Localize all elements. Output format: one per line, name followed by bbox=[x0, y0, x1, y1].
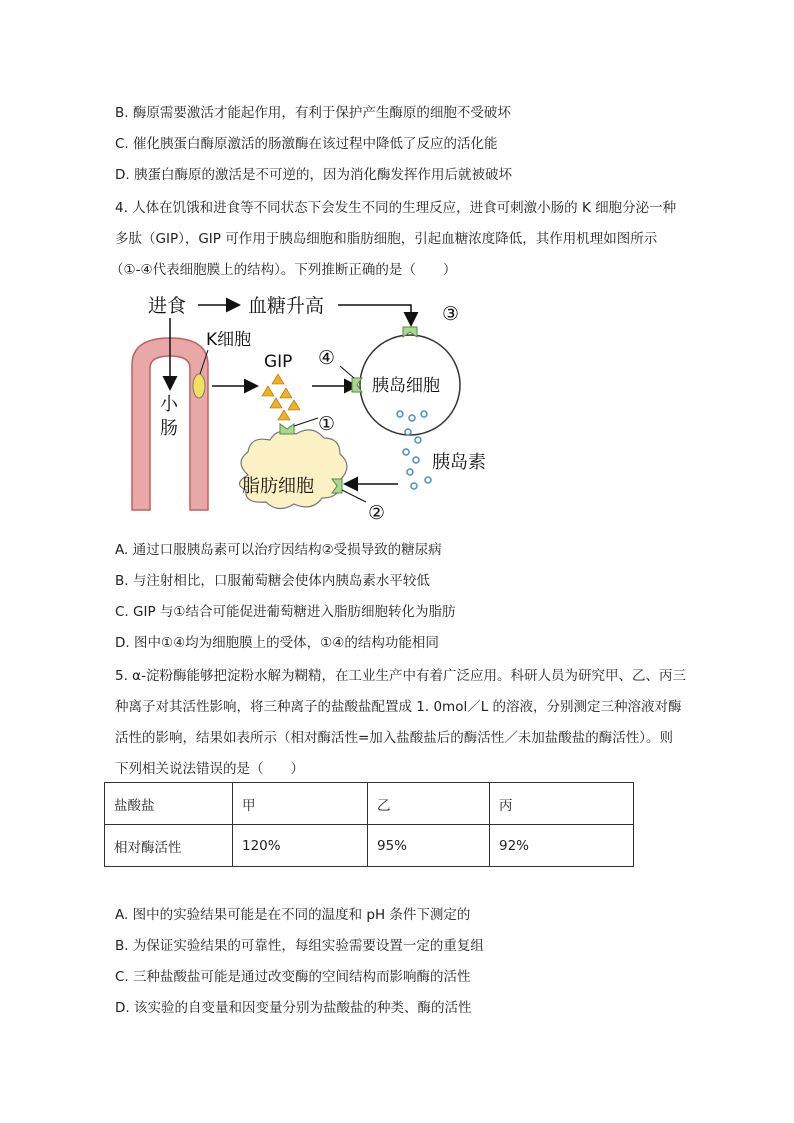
label-fat-cell: 脂肪细胞 bbox=[242, 476, 314, 497]
q4-option-b: B. 与注射相比，口服葡萄糖会使体内胰岛素水平较低 bbox=[115, 573, 430, 589]
table-cell: 95% bbox=[368, 825, 490, 867]
label-eating: 进食 bbox=[148, 295, 187, 317]
q3-option-b: B. 酶原需要激活才能起作用，有利于保护产生酶原的细胞不受破坏 bbox=[115, 105, 511, 121]
label-gip: GIP bbox=[264, 352, 293, 372]
q4-option-a: A. 通过口服胰岛素可以治疗因结构②受损导致的糖尿病 bbox=[115, 542, 442, 558]
q5-stem-line3: 活性的影响，结果如表所示（相对酶活性=加入盐酸盐后的酶活性／未加盐酸盐的酶活性）。则 bbox=[115, 730, 674, 746]
label-small-intestine-2: 肠 bbox=[160, 418, 178, 439]
q4-stem-line3: （①-④代表细胞膜上的结构）。下列推断正确的是（ ） bbox=[110, 262, 457, 278]
label-blood-sugar-rise: 血糖升高 bbox=[248, 295, 325, 317]
q5-option-b: B. 为保证实验结果的可靠性，每组实验需要设置一定的重复组 bbox=[115, 938, 484, 954]
table-cell: 盐酸盐 bbox=[105, 783, 233, 825]
table-cell: 相对酶活性 bbox=[105, 825, 233, 867]
table-cell: 乙 bbox=[368, 783, 490, 825]
gip-mechanism-diagram bbox=[118, 290, 518, 526]
table-cell: 92% bbox=[490, 825, 634, 867]
q5-option-c: C. 三种盐酸盐可能是通过改变酶的空间结构而影响酶的活性 bbox=[115, 969, 471, 985]
q5-stem-line2: 种离子对其活性影响，将三种离子的盐酸盐配置成 1. 0mol／L 的溶液，分别测定三种溶液对酶 bbox=[115, 699, 682, 715]
q4-stem-line1: 4. 人体在饥饿和进食等不同状态下会发生不同的生理反应，进食可刺激小肠的 K 细胞分泌一种 bbox=[115, 200, 677, 216]
k-cell-shape bbox=[193, 374, 205, 398]
table-header-row bbox=[105, 783, 634, 825]
label-mark-4: ④ bbox=[318, 347, 336, 369]
label-islet-cell: 胰岛细胞 bbox=[372, 376, 440, 396]
table-row bbox=[105, 825, 634, 867]
label-small-intestine-1: 小 bbox=[160, 394, 178, 415]
enzyme-activity-table bbox=[104, 782, 634, 867]
label-mark-1: ① bbox=[318, 413, 336, 435]
q5-stem-line4: 下列相关说法错误的是（ ） bbox=[115, 761, 304, 777]
gip-molecules bbox=[262, 374, 300, 420]
table-cell: 120% bbox=[233, 825, 368, 867]
q4-stem-line2: 多肽（GIP），GIP 可作用于胰岛细胞和脂肪细胞，引起血糖浓度降低，其作用机理如图所示 bbox=[115, 231, 658, 247]
label-mark-2: ② bbox=[368, 502, 386, 524]
q5-option-a: A. 图中的实验结果可能是在不同的温度和 pH 条件下测定的 bbox=[115, 907, 471, 923]
table-cell: 甲 bbox=[233, 783, 368, 825]
table-cell: 丙 bbox=[490, 783, 634, 825]
q3-option-c: C. 催化胰蛋白酶原激活的肠激酶在该过程中降低了反应的活化能 bbox=[115, 136, 498, 152]
receptor-1-shape bbox=[280, 424, 294, 434]
label-insulin: 胰岛素 bbox=[432, 452, 486, 473]
q4-option-d: D. 图中①④均为细胞膜上的受体，①④的结构功能相同 bbox=[115, 635, 439, 651]
label-k-cell: K细胞 bbox=[206, 330, 252, 350]
label-mark-3: ③ bbox=[442, 303, 460, 325]
q3-option-d: D. 胰蛋白酶原的激活是不可逆的，因为消化酶发挥作用后就被破坏 bbox=[115, 167, 512, 183]
q5-option-d: D. 该实验的自变量和因变量分别为盐酸盐的种类、酶的活性 bbox=[115, 1000, 472, 1016]
q4-option-c: C. GIP 与①结合可能促进葡萄糖进入脂肪细胞转化为脂肪 bbox=[115, 604, 456, 620]
q5-stem-line1: 5. α-淀粉酶能够把淀粉水解为糊精，在工业生产中有着广泛应用。科研人员为研究甲、乙、丙三 bbox=[115, 668, 686, 684]
